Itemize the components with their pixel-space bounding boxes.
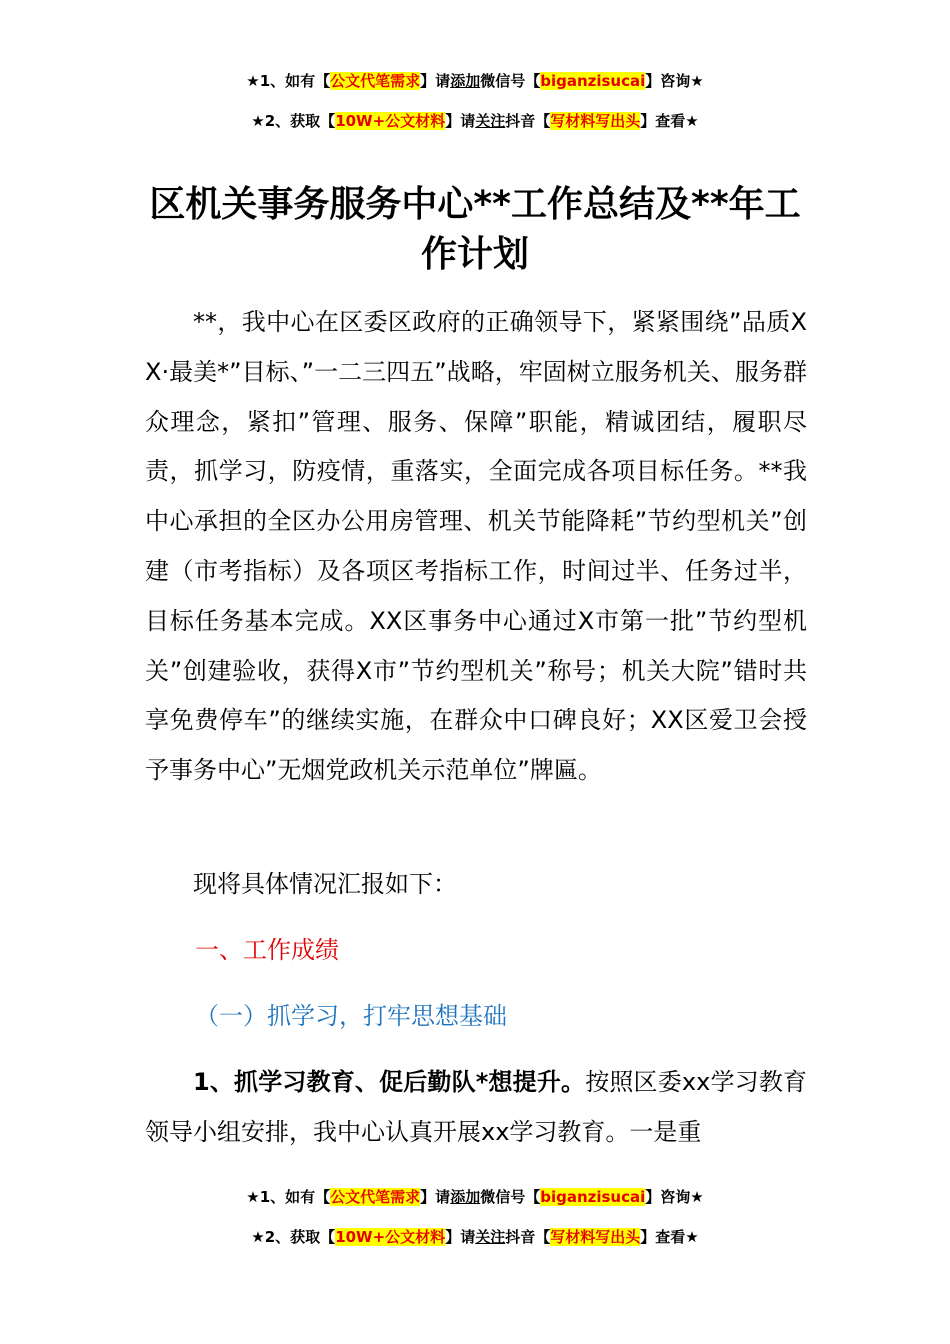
promo-suffix: 】查看★ (640, 112, 699, 130)
promo-highlight: 10W+公文材料 (335, 112, 446, 130)
promo-highlight: 写材料写出头 (550, 1228, 641, 1246)
promo-text: 】请 (420, 72, 451, 90)
promo-prefix: ★1、如有【 (246, 72, 331, 90)
promo-text: 】请 (445, 1228, 476, 1246)
promo-highlight: 公文代笔需求 (330, 72, 421, 90)
promo-underlined: 关注 (475, 112, 506, 130)
item-body-text: 按照区委xx学习教育领导小组安排，我中心认真开展xx学习教育。一是重 (145, 1068, 807, 1146)
promo-underlined: 添加 (450, 72, 481, 90)
promo-highlight: 写材料写出头 (550, 112, 641, 130)
promo-underlined: 添加 (450, 1188, 481, 1206)
promo-prefix: ★2、获取【 (251, 1228, 336, 1246)
promo-prefix: ★2、获取【 (251, 112, 336, 130)
promo-suffix: 】查看★ (640, 1228, 699, 1246)
item-lead-text: 1、抓学习教育、促后勤队*想提升。 (193, 1068, 586, 1096)
promo-text: 微信号【 (480, 72, 541, 90)
promo-highlight: biganzisucai (540, 72, 646, 90)
header-promo-line-1 (0, 71, 950, 91)
item-paragraph (145, 1058, 807, 1158)
subsection-heading: （一）抓学习，打牢思想基础 (195, 1002, 507, 1030)
promo-text: 微信号【 (480, 1188, 541, 1206)
promo-underlined: 关注 (475, 1228, 506, 1246)
promo-text: 】请 (420, 1188, 451, 1206)
section-heading: 一、工作成绩 (195, 936, 339, 964)
promo-highlight: 10W+公文材料 (335, 1228, 446, 1246)
header-promo-line-2 (0, 111, 950, 131)
report-intro-paragraph: 现将具体情况汇报如下： (193, 870, 457, 898)
promo-text: 抖音【 (505, 1228, 551, 1246)
promo-highlight: biganzisucai (540, 1188, 646, 1206)
intro-paragraph: **，我中心在区委区政府的正确领导下，紧紧围绕”品质XX·最美*”目标、”一二三四五”战略，牢固树立服务机关、服务群众理念，紧扣”管理、服务、保障”职能，精诚团结，履职尽责，抓学习，防疫情，重落实，全面完成各项目标任务。**我中心承担的全区办公用房管理、机关节能降耗”节约型机关”创建（市考指标）及各项区考指标工作，时间过半、任务过半，目标任务基本完成。XX区事务中心通过X市第一批”节约型机关”创建验收，获得X市”节约型机关”称号；机关大院”错时共享免费停车”的继续实施，在群众中口碑良好；XX区爱卫会授予事务中心”无烟党政机关示范单位”牌匾。 (145, 308, 807, 785)
promo-suffix: 】咨询★ (645, 72, 704, 90)
promo-highlight: 公文代笔需求 (330, 1188, 421, 1206)
promo-suffix: 】咨询★ (645, 1188, 704, 1206)
promo-text: 抖音【 (505, 112, 551, 130)
footer-promo-line-1 (0, 1187, 950, 1207)
document-title: 区机关事务服务中心**工作总结及**年工作计划 (149, 184, 801, 275)
promo-text: 】请 (445, 112, 476, 130)
promo-prefix: ★1、如有【 (246, 1188, 331, 1206)
footer-promo-line-2 (0, 1227, 950, 1247)
